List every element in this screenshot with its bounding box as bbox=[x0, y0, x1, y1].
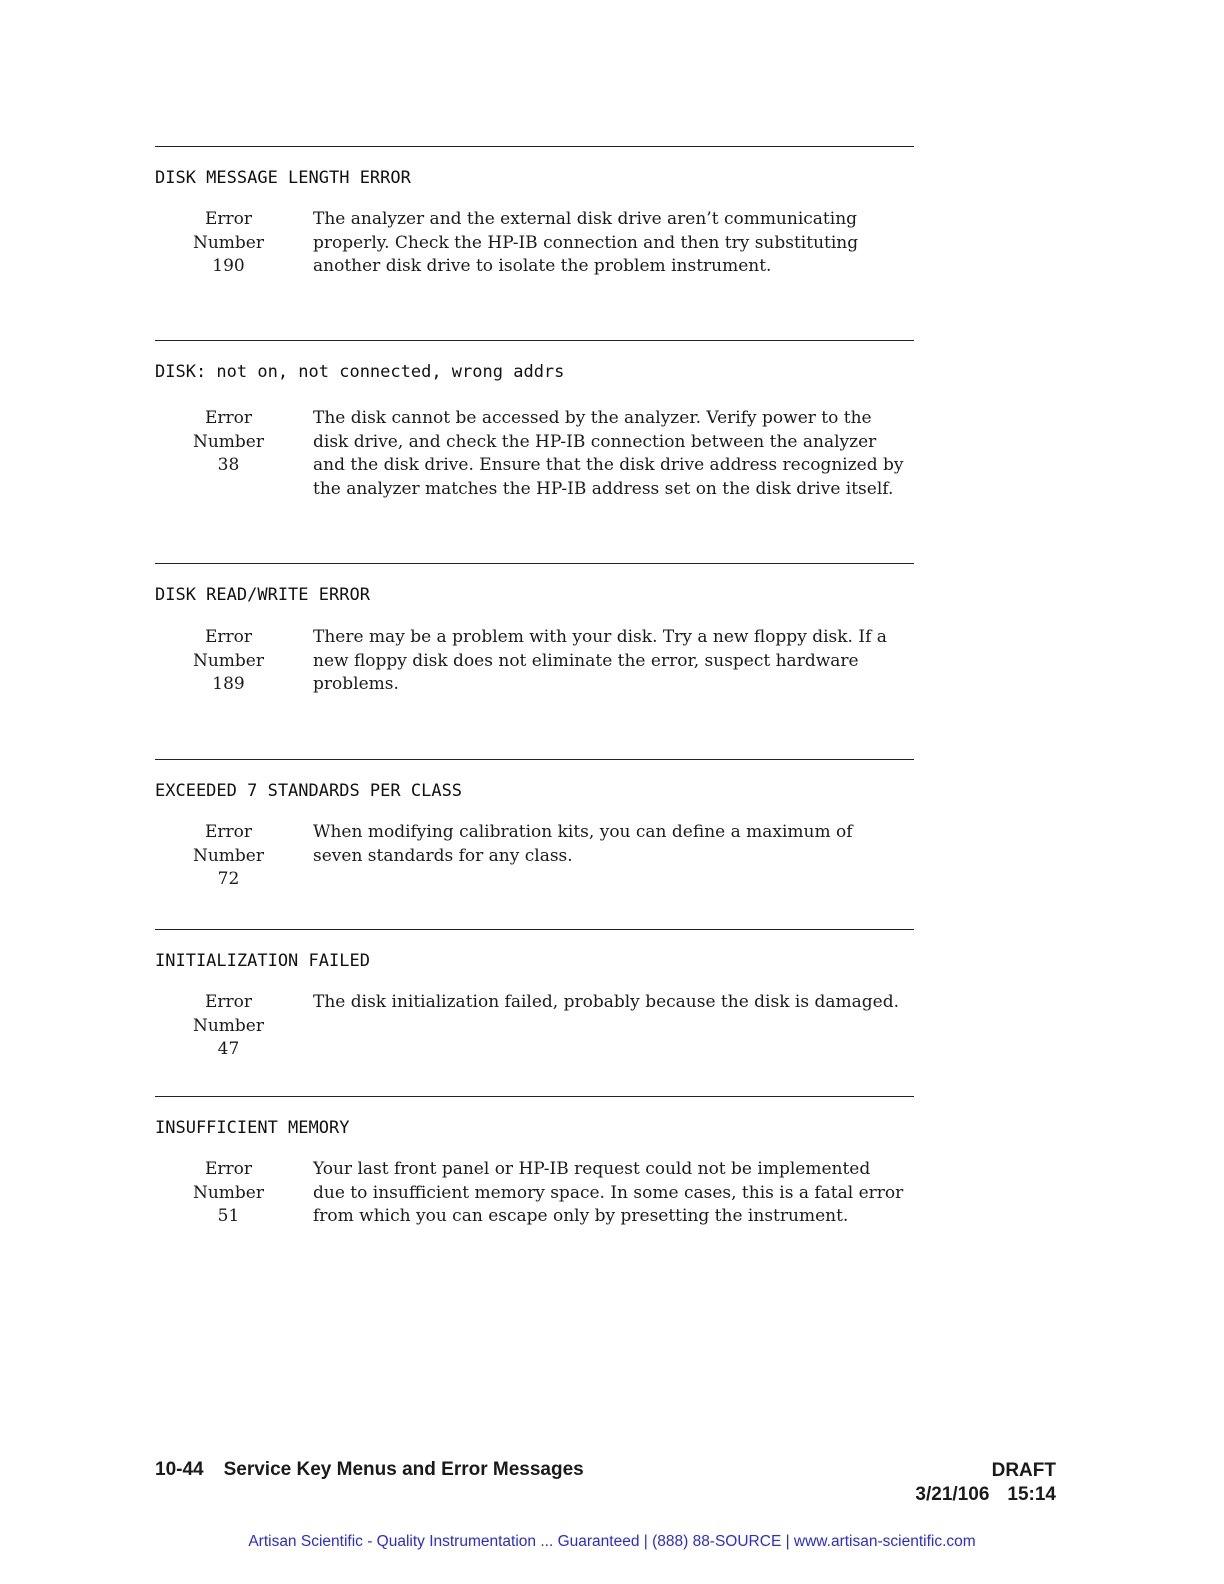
error-number-caption: Error Number bbox=[192, 408, 264, 452]
error-title: INITIALIZATION FAILED bbox=[155, 951, 370, 971]
error-number-value: 189 bbox=[212, 674, 245, 695]
error-number-caption: Error Number bbox=[192, 822, 264, 866]
entry-disk-read-write-error bbox=[155, 563, 914, 697]
error-description: The analyzer and the external disk drive aren’t communicating properly. Check the HP-IB connection and then try substituting another disk drive to isolate the problem instrument. bbox=[313, 209, 859, 277]
error-number-caption: Error Number bbox=[192, 627, 264, 671]
divider-rule bbox=[155, 1096, 914, 1097]
error-description: The disk cannot be accessed by the analyzer. Verify power to the disk drive, and check the HP-IB connection between the analyzer and the disk drive. Ensure that the disk drive address recognized by the analyzer matches the HP-IB address set on the disk drive itself. bbox=[313, 408, 904, 500]
error-number-label bbox=[168, 208, 289, 279]
error-description: Your last front panel or HP-IB request could not be implemented due to insufficient memory space. In some cases, this is a fatal error from which you can escape only by presetting the instrument. bbox=[313, 1159, 904, 1227]
page-number: 10-44 bbox=[155, 1459, 204, 1480]
error-number-caption: Error Number bbox=[192, 1159, 264, 1203]
error-number-label bbox=[168, 821, 289, 892]
error-title: DISK READ/WRITE ERROR bbox=[155, 585, 370, 605]
error-number-label bbox=[168, 991, 289, 1062]
entry-insufficient-memory bbox=[155, 1096, 914, 1229]
error-title: DISK: not on, not connected, wrong addrs bbox=[155, 362, 565, 382]
divider-rule bbox=[155, 563, 914, 564]
draft-date: 3/21/106 bbox=[915, 1484, 990, 1505]
error-number-label bbox=[168, 1158, 289, 1229]
error-number-caption: Error Number bbox=[192, 992, 264, 1036]
divider-rule bbox=[155, 929, 914, 930]
draft-stamp bbox=[915, 1459, 1056, 1507]
entry-exceeded-standards bbox=[155, 759, 914, 890]
error-description: When modifying calibration kits, you can define a maximum of seven standards for any class. bbox=[313, 822, 853, 866]
vendor-banner-link[interactable]: Artisan Scientific - Quality Instrumentation ... Guaranteed | (888) 88-SOURCE | www.artisan-scientific.com bbox=[248, 1533, 976, 1550]
draft-label: DRAFT bbox=[991, 1460, 1056, 1481]
divider-rule bbox=[155, 340, 914, 341]
error-description: The disk initialization failed, probably because the disk is damaged. bbox=[313, 992, 899, 1012]
error-number-label bbox=[168, 407, 289, 478]
error-number-value: 47 bbox=[217, 1039, 240, 1060]
entry-disk-not-on bbox=[155, 340, 914, 502]
error-number-value: 51 bbox=[217, 1206, 240, 1227]
error-title: EXCEEDED 7 STANDARDS PER CLASS bbox=[155, 781, 463, 801]
error-number-value: 38 bbox=[217, 455, 240, 476]
error-description: There may be a problem with your disk. Try a new floppy disk. If a new floppy disk does not eliminate the error, suspect hardware problems. bbox=[313, 627, 887, 695]
error-number-value: 72 bbox=[217, 869, 240, 890]
entry-initialization-failed bbox=[155, 929, 914, 1060]
entry-disk-message-length-error bbox=[155, 146, 914, 279]
divider-rule bbox=[155, 146, 914, 147]
error-title: INSUFFICIENT MEMORY bbox=[155, 1118, 350, 1138]
section-title: Service Key Menus and Error Messages bbox=[223, 1459, 584, 1480]
error-title: DISK MESSAGE LENGTH ERROR bbox=[155, 168, 411, 188]
error-number-label bbox=[168, 626, 289, 697]
error-number-caption: Error Number bbox=[192, 209, 264, 253]
page-footer bbox=[155, 1459, 584, 1481]
divider-rule bbox=[155, 759, 914, 760]
draft-time: 15:14 bbox=[1007, 1484, 1056, 1505]
error-number-value: 190 bbox=[212, 256, 245, 277]
